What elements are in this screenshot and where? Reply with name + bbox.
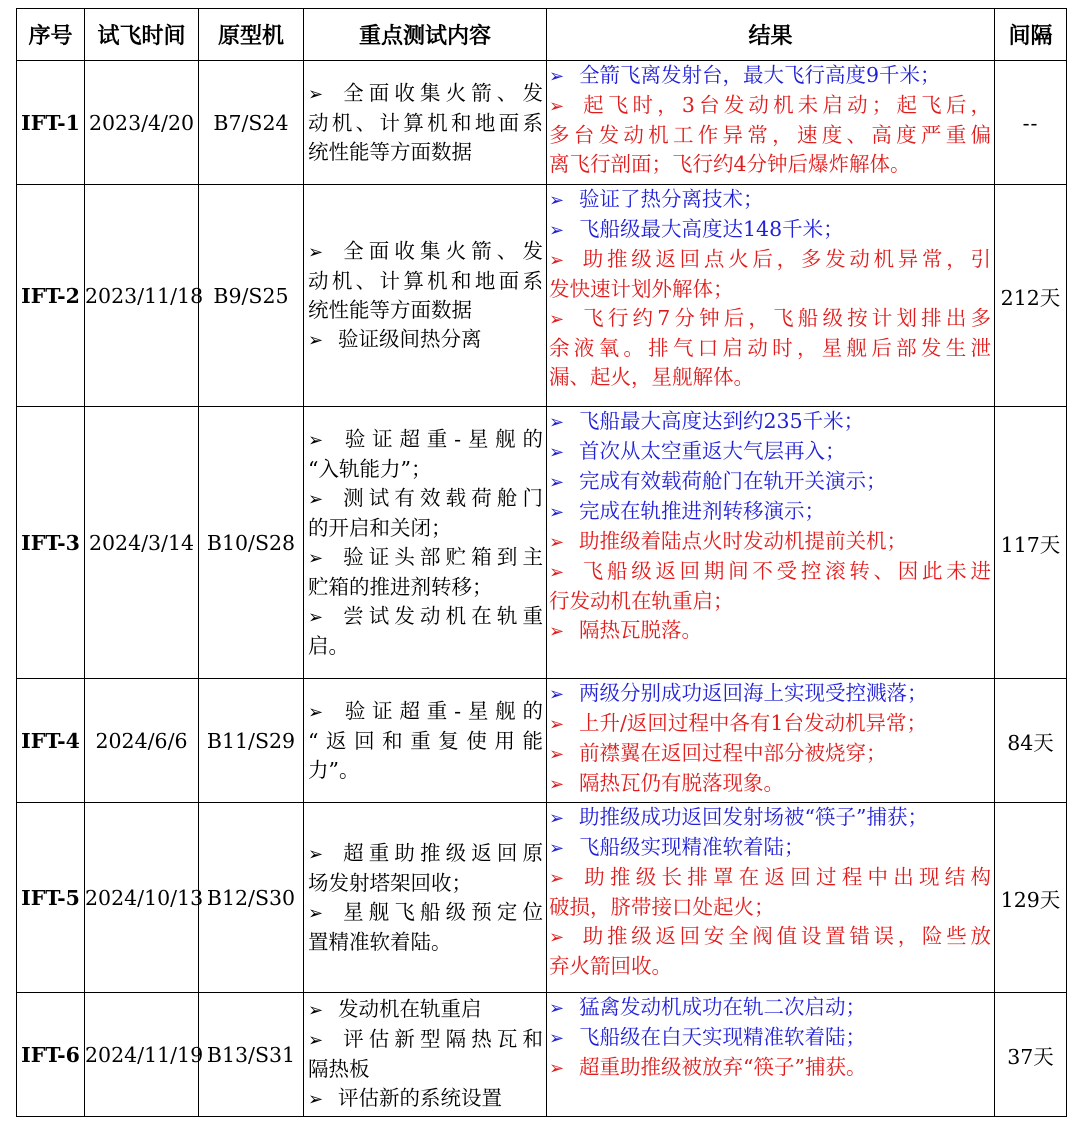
focus-line: 贮箱的推进剂转移； xyxy=(308,574,493,599)
result-line-failure: 发快速计划外解体； xyxy=(549,277,734,301)
result-line-failure xyxy=(549,1053,991,1083)
flight-test-table xyxy=(16,8,1067,1117)
bullet-arrow-icon: ➢ xyxy=(549,714,565,735)
bullet-text: 发动机在轨重启 xyxy=(338,997,482,1021)
focus-line xyxy=(308,839,543,869)
bullet-text: 全面收集火箭、发 xyxy=(338,80,543,105)
result-line-failure: 行发动机在轨重启； xyxy=(549,589,734,613)
result-line-failure: 漏、起火，星舰解体。 xyxy=(549,365,754,389)
result-line-failure xyxy=(549,863,991,893)
test-focus xyxy=(304,185,547,407)
bullet-arrow-icon: ➢ xyxy=(308,843,324,865)
bullet-text: 尝试发动机在轨重 xyxy=(338,603,543,628)
focus-line: 动机、计算机和地面系 xyxy=(308,268,543,293)
bullet-text: 验证超重-星舰的 xyxy=(338,426,543,451)
bullet-text: 星舰飞船级预定位 xyxy=(338,899,543,924)
prototype: B11/S29 xyxy=(199,679,304,803)
header-result: 结果 xyxy=(547,9,995,61)
result-line-success xyxy=(549,833,991,863)
prototype: B10/S28 xyxy=(199,407,304,679)
bullet-text: 全箭飞离发射台，最大飞行高度9千米； xyxy=(579,63,941,87)
bullet-arrow-icon: ➢ xyxy=(549,472,565,493)
bullet-text: 评估新的系统设置 xyxy=(338,1086,502,1110)
bullet-text: 助推级返回点火后，多发动机异常，引 xyxy=(579,247,991,271)
bullet-arrow-icon: ➢ xyxy=(308,329,324,351)
result-line-success xyxy=(549,437,991,467)
header-time: 试飞时间 xyxy=(85,9,199,61)
bullet-text: 完成有效载荷舱门在轨开关演示； xyxy=(579,469,887,493)
bullet-text: 超重助推级被放弃“筷子”捕获。 xyxy=(579,1055,867,1079)
flight-id: IFT-4 xyxy=(17,679,85,803)
flight-date: 2024/11/19 xyxy=(85,993,199,1117)
bullet-arrow-icon: ➢ xyxy=(308,1089,324,1110)
focus-line xyxy=(308,1025,543,1055)
bullet-arrow-icon: ➢ xyxy=(549,621,565,642)
focus-line xyxy=(308,325,543,355)
bullet-arrow-icon: ➢ xyxy=(308,488,324,510)
header-focus: 重点测试内容 xyxy=(304,9,547,61)
interval: 84天 xyxy=(995,679,1067,803)
focus-line xyxy=(308,484,543,514)
bullet-text: 验证头部贮箱到主 xyxy=(338,544,543,569)
result-line-failure: 弃火箭回收。 xyxy=(549,954,672,978)
result-line-failure xyxy=(549,527,991,557)
flight-id: IFT-5 xyxy=(17,803,85,993)
bullet-arrow-icon: ➢ xyxy=(549,774,565,795)
result-line-success xyxy=(549,407,991,437)
test-focus xyxy=(304,993,547,1117)
flight-date: 2023/11/18 xyxy=(85,185,199,407)
focus-line: 启。 xyxy=(308,633,349,658)
table-row xyxy=(17,803,1067,993)
bullet-arrow-icon: ➢ xyxy=(308,547,324,569)
bullet-text: 猛禽发动机成功在轨二次启动； xyxy=(579,995,866,1019)
header-proto: 原型机 xyxy=(199,9,304,61)
focus-line: 的开启和关闭； xyxy=(308,515,452,540)
interval: -- xyxy=(995,61,1067,185)
bullet-text: 飞船级在白天实现精准软着陆； xyxy=(579,1025,866,1049)
bullet-arrow-icon: ➢ xyxy=(549,808,565,829)
prototype: B13/S31 xyxy=(199,993,304,1117)
focus-line xyxy=(308,602,543,632)
interval: 129天 xyxy=(995,803,1067,993)
bullet-arrow-icon: ➢ xyxy=(308,241,324,263)
bullet-text: 两级分别成功返回海上实现受控溅落； xyxy=(579,681,928,705)
bullet-arrow-icon: ➢ xyxy=(308,83,324,105)
focus-line: 动机、计算机和地面系 xyxy=(308,110,543,135)
bullet-text: 验证级间热分离 xyxy=(338,326,482,351)
result-line-failure xyxy=(549,739,991,769)
bullet-arrow-icon: ➢ xyxy=(308,902,324,924)
focus-line xyxy=(308,1084,543,1114)
bullet-arrow-icon: ➢ xyxy=(308,429,324,451)
result-line-success xyxy=(549,803,991,833)
result-line-failure: 破损，脐带接口处起火； xyxy=(549,895,775,919)
result-line-failure xyxy=(549,769,991,799)
test-result xyxy=(547,679,995,803)
result-line-failure: 余液氧。排气口启动时，星舰后部发生泄 xyxy=(549,336,991,360)
bullet-text: 隔热瓦脱落。 xyxy=(579,618,702,642)
prototype: B9/S25 xyxy=(199,185,304,407)
bullet-arrow-icon: ➢ xyxy=(308,701,324,723)
flight-date: 2024/10/13 xyxy=(85,803,199,993)
bullet-arrow-icon: ➢ xyxy=(549,927,565,948)
bullet-arrow-icon: ➢ xyxy=(549,562,565,583)
test-result xyxy=(547,185,995,407)
bullet-text: 全面收集火箭、发 xyxy=(338,238,543,263)
result-line-success xyxy=(549,497,991,527)
bullet-text: 超重助推级返回原 xyxy=(338,840,543,865)
focus-line: “返回和重复使用能 xyxy=(308,728,543,753)
result-line-success xyxy=(549,1023,991,1053)
table-row xyxy=(17,993,1067,1117)
bullet-text: 飞船级最大高度达148千米； xyxy=(579,217,844,241)
bullet-arrow-icon: ➢ xyxy=(549,1028,565,1049)
focus-line: 场发射塔架回收； xyxy=(308,870,472,895)
focus-line xyxy=(308,237,543,267)
focus-line xyxy=(308,543,543,573)
bullet-text: 飞行约7分钟后，飞船级按计划排出多 xyxy=(579,306,991,330)
flight-id: IFT-3 xyxy=(17,407,85,679)
result-line-failure xyxy=(549,304,991,334)
test-result xyxy=(547,407,995,679)
bullet-arrow-icon: ➢ xyxy=(549,532,565,553)
bullet-arrow-icon: ➢ xyxy=(308,606,324,628)
header-interval: 间隔 xyxy=(995,9,1067,61)
test-focus xyxy=(304,61,547,185)
bullet-text: 助推级返回安全阀值设置错误，险些放 xyxy=(579,924,991,948)
bullet-arrow-icon: ➢ xyxy=(549,309,565,330)
bullet-text: 上升/返回过程中各有1台发动机异常； xyxy=(579,711,927,735)
bullet-text: 完成在轨推进剂转移演示； xyxy=(579,499,825,523)
focus-line xyxy=(308,697,543,727)
result-line-success xyxy=(549,467,991,497)
bullet-arrow-icon: ➢ xyxy=(549,412,565,433)
focus-line: “入轨能力”； xyxy=(308,456,432,481)
focus-line xyxy=(308,995,543,1025)
result-line-failure xyxy=(549,709,991,739)
focus-line xyxy=(308,79,543,109)
bullet-text: 测试有效载荷舱门 xyxy=(338,485,543,510)
interval: 37天 xyxy=(995,993,1067,1117)
bullet-arrow-icon: ➢ xyxy=(549,684,565,705)
bullet-arrow-icon: ➢ xyxy=(549,868,565,889)
test-focus xyxy=(304,803,547,993)
bullet-arrow-icon: ➢ xyxy=(549,502,565,523)
header-seq: 序号 xyxy=(17,9,85,61)
bullet-text: 隔热瓦仍有脱落现象。 xyxy=(579,771,784,795)
bullet-text: 前襟翼在返回过程中部分被烧穿； xyxy=(579,741,887,765)
focus-line xyxy=(308,425,543,455)
focus-line: 统性能等方面数据 xyxy=(308,297,472,322)
focus-line: 置精准软着陆。 xyxy=(308,929,452,954)
focus-line: 统性能等方面数据 xyxy=(308,139,472,164)
bullet-arrow-icon: ➢ xyxy=(308,1030,324,1051)
result-line-failure xyxy=(549,557,991,587)
test-result xyxy=(547,993,995,1117)
prototype: B12/S30 xyxy=(199,803,304,993)
table-row xyxy=(17,407,1067,679)
bullet-arrow-icon: ➢ xyxy=(549,96,565,117)
flight-date: 2024/3/14 xyxy=(85,407,199,679)
interval: 212天 xyxy=(995,185,1067,407)
flight-id: IFT-6 xyxy=(17,993,85,1117)
interval: 117天 xyxy=(995,407,1067,679)
flight-id: IFT-2 xyxy=(17,185,85,407)
result-line-failure xyxy=(549,91,991,121)
table-body xyxy=(17,61,1067,1117)
result-line-success xyxy=(549,993,991,1023)
focus-line xyxy=(308,898,543,928)
focus-line: 力”。 xyxy=(308,757,360,782)
result-line-failure: 多台发动机工作异常，速度、高度严重偏 xyxy=(549,123,991,147)
flight-date: 2024/6/6 xyxy=(85,679,199,803)
result-line-failure xyxy=(549,616,991,646)
table-row xyxy=(17,185,1067,407)
header-row xyxy=(17,9,1067,61)
result-line-failure xyxy=(549,922,991,952)
bullet-arrow-icon: ➢ xyxy=(549,220,565,241)
bullet-text: 助推级长排罩在返回过程中出现结构 xyxy=(579,865,991,889)
result-line-failure: 离飞行剖面；飞行约4分钟后爆炸解体。 xyxy=(549,152,911,176)
bullet-arrow-icon: ➢ xyxy=(549,442,565,463)
bullet-arrow-icon: ➢ xyxy=(549,744,565,765)
bullet-text: 起飞时，3台发动机未启动；起飞后， xyxy=(579,93,991,117)
bullet-text: 评估新型隔热瓦和 xyxy=(338,1027,543,1051)
result-line-success xyxy=(549,215,991,245)
bullet-arrow-icon: ➢ xyxy=(549,838,565,859)
bullet-text: 验证超重-星舰的 xyxy=(338,698,543,723)
test-focus xyxy=(304,679,547,803)
result-line-failure xyxy=(549,245,991,275)
test-result xyxy=(547,803,995,993)
test-result xyxy=(547,61,995,185)
table-row xyxy=(17,679,1067,803)
bullet-arrow-icon: ➢ xyxy=(549,66,565,87)
result-line-success xyxy=(549,185,991,215)
flight-id: IFT-1 xyxy=(17,61,85,185)
bullet-arrow-icon: ➢ xyxy=(549,998,565,1019)
focus-line: 隔热板 xyxy=(308,1057,370,1081)
bullet-text: 飞船级返回期间不受控滚转、因此未进 xyxy=(579,559,991,583)
bullet-text: 助推级成功返回发射场被“筷子”捕获； xyxy=(579,805,928,829)
bullet-arrow-icon: ➢ xyxy=(549,250,565,271)
prototype: B7/S24 xyxy=(199,61,304,185)
flight-date: 2023/4/20 xyxy=(85,61,199,185)
table-row xyxy=(17,61,1067,185)
bullet-text: 飞船级实现精准软着陆； xyxy=(579,835,805,859)
bullet-text: 助推级着陆点火时发动机提前关机； xyxy=(579,529,907,553)
test-focus xyxy=(304,407,547,679)
result-line-success xyxy=(549,679,991,709)
bullet-arrow-icon: ➢ xyxy=(549,1058,565,1079)
bullet-arrow-icon: ➢ xyxy=(308,1000,324,1021)
result-line-success xyxy=(549,61,991,91)
bullet-text: 飞船最大高度达到约235千米； xyxy=(579,409,865,433)
bullet-text: 验证了热分离技术； xyxy=(579,187,764,211)
bullet-text: 首次从太空重返大气层再入； xyxy=(579,439,846,463)
bullet-arrow-icon: ➢ xyxy=(549,190,565,211)
